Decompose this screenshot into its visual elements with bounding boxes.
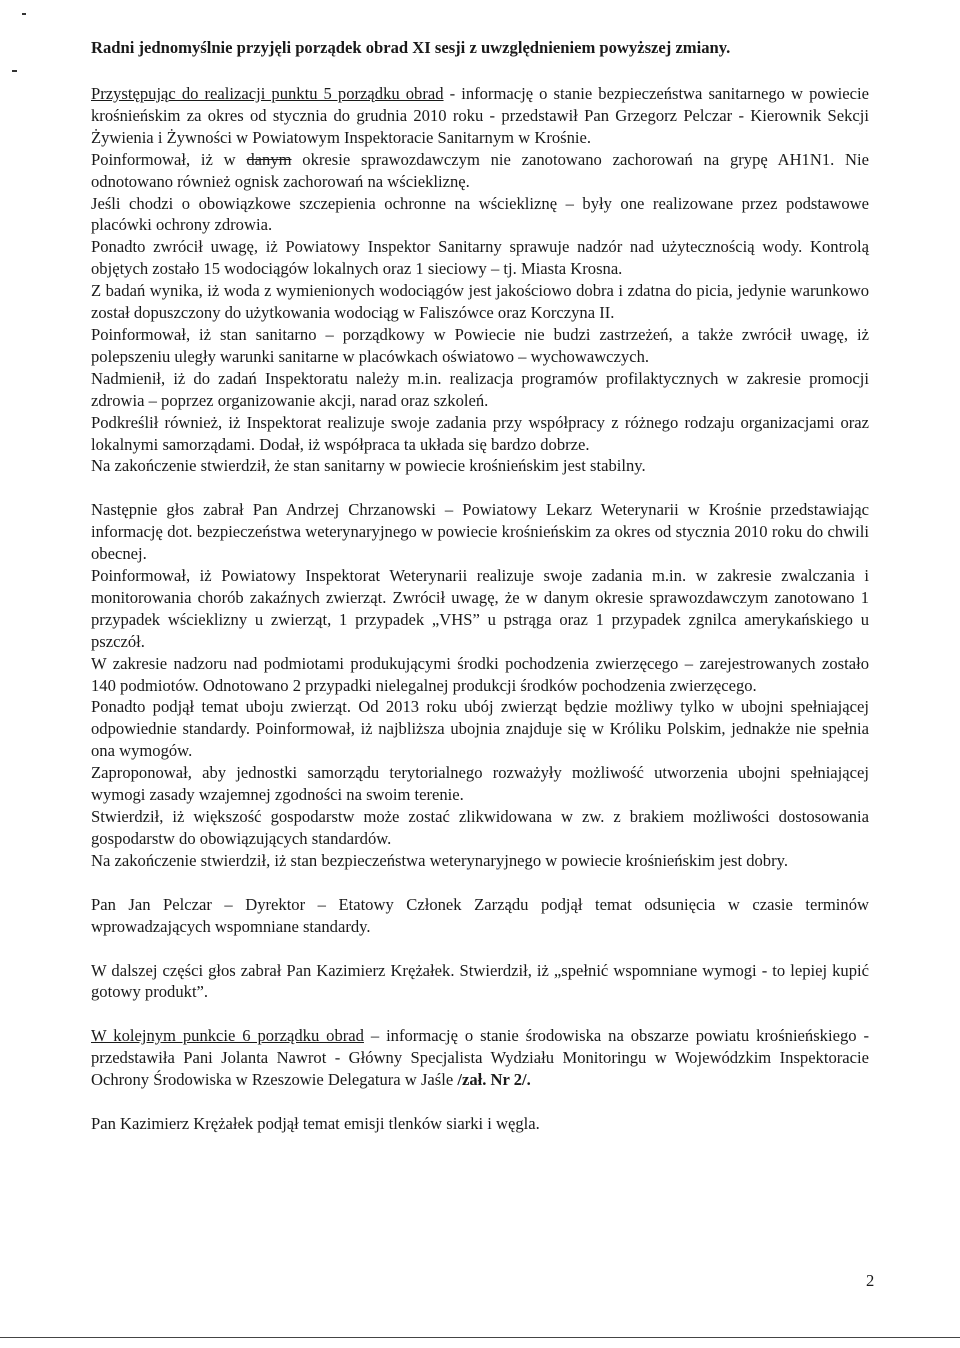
paragraph-slaughter: Ponadto podjął temat uboju zwierząt. Od 2013 roku ubój zwierząt będzie możliwy tylko w ubojni spełniającej odpowiednie standardy. Poinformował, iż najbliższa ubojnia znajduje się w Króliku Polskim, jednakże nie spełnia ona wymogów. (91, 697, 869, 761)
scan-mark-top (22, 13, 26, 15)
paragraph-vaccination: Jeśli chodzi o obowiązkowe szczepienia ochronne na wściekliznę – były one realizowane przez podstawowe placówki ochrony zdrowia. (91, 193, 869, 235)
struck-word: danym (246, 149, 292, 169)
paragraph-farms: Stwierdził, iż większość gospodarstw może zostać zlikwidowana w zw. z brakiem możliwości dostosowania gospodarstw do obowiązujących standardów. (91, 807, 869, 848)
paragraph-environment: W kolejnym punkcie 6 porządku obrad – informację o stanie środowiska na obszarze powiatu krośnieńskiego - przedstawiła Pani Jolanta Nawrot - Główny Specjalista Wydziału Monitoringu w Wojewódzkim Inspektoracie Ochrony Środowiska w Rzeszowie Delegatura w Jaśle /zał. Nr 2/. (91, 1026, 869, 1090)
paragraph-prevention: Nadmienił, iż do zadań Inspektoratu należy m.in. realizacja programów profilaktycznych w zakresie promocji zdrowia – poprzez organizowanie akcji, narad oraz szkoleń. (91, 368, 869, 410)
paragraph-flu: Poinformował, iż w danym okresie sprawozdawczym nie zanotowano zachorowań na grypę AH1N1. Nie odnotowano również ognisk zachorowań na wściekliznę. (91, 149, 870, 191)
paragraph-producers: W zakresie nadzoru nad podmiotami produkującymi środki pochodzenia zwierzęcego – zarejestrowanych zostało 140 podmiotów. Odnotowano 2 przypadki nielegalnej produkcji środków pochodzenia zwierzęcego. (91, 653, 869, 695)
document-body (91, 83, 869, 1135)
paragraph-cooperation: Podkreślił również, iż Inspektorat realizuje swoje zadania przy współpracy z różnego rodzaju organizacjami oraz lokalnymi samorządami. Dodał, iż współpraca ta układa się bardzo dobrze. (91, 412, 869, 454)
paragraph-water-supervision: Ponadto zwrócił uwagę, iż Powiatowy Inspektor Sanitarny sprawuje nadzór nad użytecznością wody. Kontrolą objętych zostało 15 wodociągów lokalnych oraz 1 sieciowy – tj. Miasta Krosna. (91, 237, 869, 279)
paragraph-emissions: Pan Kazimierz Krężałek podjął temat emisji tlenków siarki i węgla. (91, 1114, 540, 1134)
paragraph-krezalek-product: W dalszej części głos zabrał Pan Kazimierz Krężałek. Stwierdził, iż „spełnić wspomniane wymogi - to lepiej kupić gotowy produkt”. (91, 960, 869, 1002)
paragraph-water-quality: Z badań wynika, iż woda z wymienionych wodociągów jest jakościowo dobra i zdatna do picia, jedynie warunkowo został dopuszczony do użytkowania wodociąg w Faliszówce oraz Korczyna II. (91, 281, 869, 323)
paragraph-veterinary-conclusion: Na zakończenie stwierdził, iż stan bezpieczeństwa weterynaryjnego w powiecie krośnieńskim jest dobry. (91, 850, 788, 870)
page-number: 2 (866, 1271, 875, 1290)
session-heading: Radni jednomyślnie przyjęli porządek obrad XI sesji z uwzględnieniem powyższej zmiany. (91, 38, 731, 57)
attachment-reference: /zał. Nr 2/. (457, 1070, 531, 1090)
agenda-point-6-link: W kolejnym punkcie 6 porządku obrad (91, 1026, 364, 1046)
scan-mark-left (12, 70, 17, 72)
footer-divider (0, 1337, 960, 1338)
paragraph-veterinary-intro: Następnie głos zabrał Pan Andrzej Chrzanowski – Powiatowy Lekarz Weterynarii w Krośnie przedstawiając informację dot. bezpieczeństwa weterynaryjnego w powiecie krośnieńskim za okres od stycznia 2010 roku do chwili obecnej. (91, 500, 869, 564)
agenda-point-5-link: Przystępując do realizacji punktu 5 porządku obrad (91, 84, 444, 103)
paragraph-pelczar: Pan Jan Pelczar – Dyrektor – Etatowy Członek Zarządu podjął temat odsunięcia w czasie terminów wprowadzających wspomniane standardy. (91, 894, 869, 936)
paragraph-sanitary-intro: Przystępując do realizacji punktu 5 porządku obrad - informację o stanie bezpieczeństwa sanitarnego w powiecie krośnieńskim za okres od stycznia do grudnia 2010 roku - przedstawił Pan Grzegorz Pelczar - Kierownik Sekcji Żywienia i Żywności w Powiatowym Inspektoracie Sanitarnym w Krośnie. (91, 84, 869, 147)
paragraph-sanitary-state: Poinformował, iż stan sanitarno – porządkowy w Powiecie nie budzi zastrzeżeń, a także zwrócił uwagę, iż polepszeniu uległy warunki sanitarne w placówkach oświatowo – wychowawczych. (91, 324, 869, 366)
paragraph-sanitary-conclusion: Na zakończenie stwierdził, że stan sanitarny w powiecie krośnieńskim jest stabilny. (91, 456, 646, 476)
paragraph-animal-diseases: Poinformował, iż Powiatowy Inspektorat Weterynarii realizuje swoje zadania m.in. w zakresie zwalczania i monitorowania chorób zakaźnych zwierząt. Zwrócił uwagę, że w danym okresie sprawozdawczym zanotowano 1 przypadek wścieklizny u zwierząt, 1 przypadek „VHS” u pstrąga oraz 1 przypadek zgnilca amerykańskiego u pszczół. (91, 566, 869, 651)
paragraph-slaughterhouse-proposal: Zaproponował, aby jednostki samorządu terytorialnego rozważyły możliwość utworzenia ubojni spełniającej wymogi zasady wzajemnej zgodności na swoim terenie. (91, 763, 869, 805)
